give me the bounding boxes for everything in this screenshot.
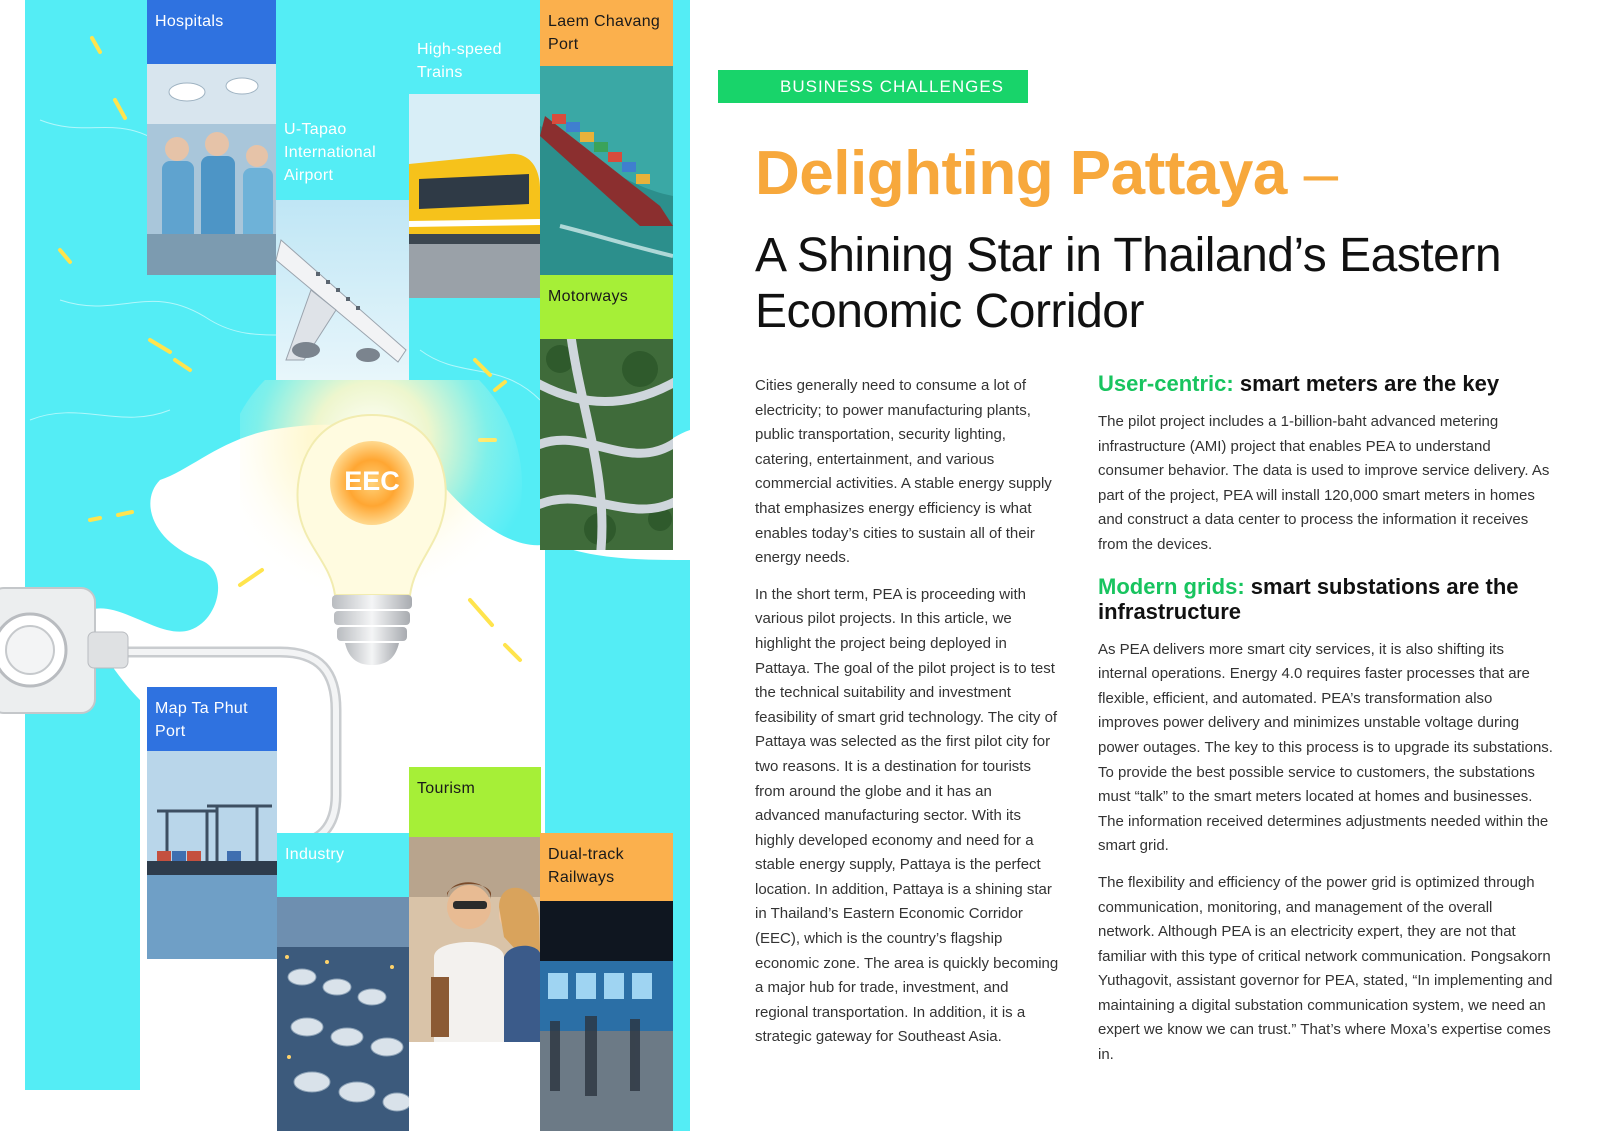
refinery-photo <box>277 897 409 1131</box>
article-title <box>755 138 1338 209</box>
article-title-text: Delighting Pattaya <box>755 139 1287 208</box>
tile-hospitals <box>147 0 276 275</box>
cargo-ship-photo <box>540 66 673 275</box>
eec-badge: EEC <box>344 466 400 496</box>
tile-label: Motorways <box>540 275 673 339</box>
tile-motorways <box>540 275 673 550</box>
title-dash: – <box>1303 139 1338 208</box>
motorway-photo <box>540 339 673 550</box>
tile-industry <box>277 833 409 1131</box>
map-illustration <box>0 0 690 1131</box>
tile-label: Tourism <box>409 767 541 837</box>
tile-label: Hospitals <box>147 0 276 64</box>
container-port-photo <box>147 751 277 959</box>
paragraph: The pilot project includes a 1-billion-baht advanced metering infrastructure (AMI) project that enables PEA to understand consumer behavior. The data is used to improve service delivery. As part of the project, PEA will install 120,000 smart meters in homes and construct a data center to process the information it receives from the devices. <box>1098 413 1550 553</box>
right-text-column <box>1098 371 1553 1080</box>
tile-label: Laem Chavang Port <box>540 0 673 66</box>
subheading-accent: User-centric: <box>1098 371 1234 396</box>
tile-label: High-speed Trains <box>409 28 540 94</box>
left-text-column <box>755 374 1060 1062</box>
tile-label: Map Ta Phut Port <box>147 687 277 751</box>
tile-utapao <box>276 108 409 380</box>
subheading-text: smart meters are the key <box>1233 371 1500 396</box>
paragraph: The flexibility and efficiency of the power grid is optimized through communication, monitoring, and management of the overall network. Although PEA is an electricity expert, they are not that familiar with this type of critical network communication. Pongsakorn Yuthagovit, assistant governor for PEA, stated, “In implementing and maintaining a digital substation communication system, we need an expert we know we can trust.” That’s where Moxa’s expertise comes in. <box>1098 873 1553 1064</box>
tile-label: Dual-track Railways <box>540 833 673 901</box>
tile-laem-chavang <box>540 0 673 275</box>
section-tag: BUSINESS CHALLENGES <box>718 70 1028 103</box>
subheading-accent: Modern grids: <box>1098 573 1245 599</box>
airplane-photo <box>276 200 409 380</box>
tile-label: Industry <box>277 833 409 897</box>
subway-photo <box>540 901 673 1131</box>
tile-tourism <box>409 767 541 1042</box>
tourists-photo <box>409 837 541 1042</box>
tile-map-ta-phut <box>147 687 277 959</box>
tile-label: U-Tapao International Airport <box>276 108 409 200</box>
train-photo <box>409 94 540 298</box>
paragraph: As PEA delivers more smart city services, it is also shifting its internal operations. Energy 4.0 requires faster processes that are flexible, efficient, and automated. PEA’s transformation also improves power delivery and minimizes unstable voltage during power outages. The key to this process is to upgrade its substations. To provide the best possible service to customers, the substations must “talk” to the smart meters located at homes and businesses. The information received determines adjustments needed within the smart grid. <box>1098 640 1553 855</box>
surgery-photo <box>147 64 276 275</box>
subheading-text: smart substations are the infrastructure <box>1098 573 1519 624</box>
article-subtitle: A Shining Star in Thailand’s Eastern Economic Corridor <box>755 229 1502 338</box>
paragraph: In the short term, PEA is proceeding with various pilot projects. In this article, we highlight the project being deployed in Pattaya. The goal of the pilot project is to test the technical suitability and investment feasibility of smart grid technology. The city of Pattaya was selected as the first pilot city for two reasons. It is a destination for tourists from around the globe and it has an advanced manufacturing sector. With its highly developed economy and need for a stable energy supply, Pattaya is the perfect location. In addition, Pattaya is a shining star in Thailand’s Eastern Economic Corridor (EEC), which is the country’s flagship economic zone. The area is quickly becoming a major hub for trade, investment, and regional transportation. In addition, it is a strategic gateway for Southeast Asia. <box>755 585 1059 1046</box>
subheading-user-centric <box>1098 371 1553 396</box>
tile-railways <box>540 833 673 1131</box>
tile-trains <box>409 28 540 298</box>
power-plug-icon <box>0 588 128 713</box>
subheading-modern-grids <box>1098 574 1553 624</box>
paragraph: Cities generally need to consume a lot of electricity; to power manufacturing plants, public transportation, security lighting, catering, entertainment, and various commercial activities. A stable energy supply that emphasizes energy efficiency is what enables today’s cities to sustain all of their energy needs. <box>755 377 1052 567</box>
